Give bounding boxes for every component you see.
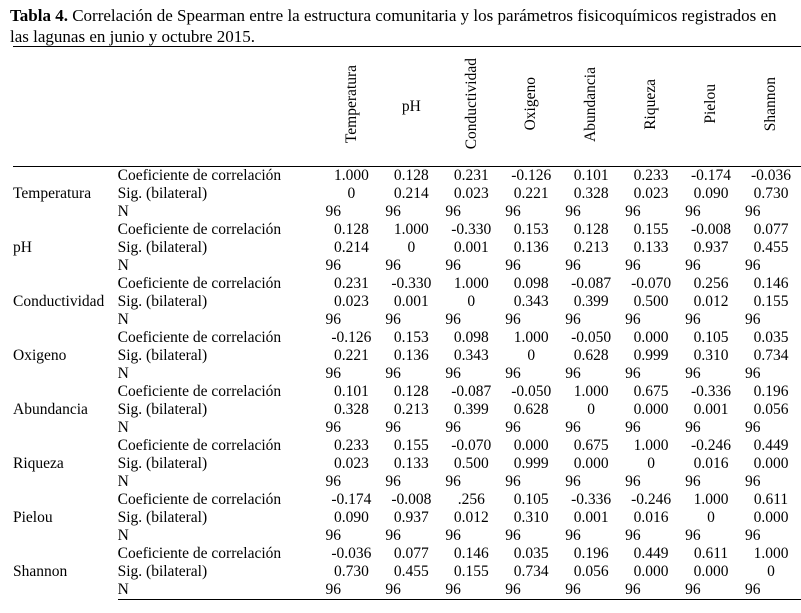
table-cell: 96 [565,365,581,382]
table-cell: 0.730 [333,563,369,580]
table-cell: 96 [621,581,681,600]
table-row [13,419,801,437]
table-cell: 96 [505,311,521,328]
table-cell: 96 [565,203,581,220]
table-cell: 0.001 [693,401,729,418]
table-cell: 96 [325,365,341,382]
table-cell: 0.310 [693,347,729,364]
table-row [13,491,801,509]
table-cell: -0.126 [511,167,552,184]
table-cell: -0.174 [691,167,732,184]
column-header: Oxigeno [501,47,561,167]
table-cell: 0 [527,347,536,364]
table-cell: 0.146 [453,545,489,562]
table-cell: -0.036 [750,167,792,184]
table-cell: 0.090 [333,509,369,526]
table-cell: 0.231 [333,275,369,292]
table-cell: 0.611 [693,545,729,562]
table-cell: 0.231 [453,167,489,184]
table-cell: 96 [505,257,521,274]
table-cell: 96 [561,581,621,600]
table-cell: 96 [745,311,761,328]
column-header: pH [381,47,441,167]
table-row [13,275,801,293]
table-cell: 0.196 [573,545,609,562]
table-cell: 96 [685,203,701,220]
table-cell: 0.023 [453,185,489,202]
table-cell: 0.077 [753,221,789,238]
table-cell: 0.105 [513,491,549,508]
table-cell: 0.399 [573,293,609,310]
table-cell: 0.035 [753,329,789,346]
table-cell: 96 [385,473,401,490]
stat-label: Coeficiente de correlación [117,491,282,508]
table-row [13,473,801,491]
header-row [13,47,801,167]
table-cell: -0.336 [571,491,612,508]
variable-label: Pielou [13,509,53,526]
table-row [13,563,801,581]
table-cell: -0.246 [631,491,672,508]
stat-label: Sig. (bilateral) [117,239,208,256]
table-cell: 96 [505,419,521,436]
stat-label: N [117,419,129,436]
column-header: Riqueza [621,47,681,167]
table-cell: 96 [565,257,581,274]
table-cell: 0.077 [393,545,429,562]
table-cell: 96 [385,311,401,328]
stat-label: Sig. (bilateral) [117,185,208,202]
table-cell: -0.050 [571,329,612,346]
table-cell: -0.336 [691,383,732,400]
table-caption [10,5,795,47]
table-cell: 0 [587,401,596,418]
table-cell: 0.056 [573,563,609,580]
table-cell: 96 [745,203,761,220]
table-cell: 0.016 [693,455,729,472]
table-cell: 0.136 [513,239,549,256]
table-cell: 0.196 [753,383,789,400]
table-cell: 96 [385,203,401,220]
table-cell: 0.012 [453,509,489,526]
variable-label: Shannon [13,563,68,581]
table-cell: 0.233 [633,167,669,184]
table-cell: 0.000 [633,401,669,418]
table-cell: 0.023 [633,185,669,202]
table-row [13,437,801,455]
table-cell: -0.126 [331,329,372,346]
table-cell: 0.155 [453,563,489,580]
stat-label: Coeficiente de correlación [117,545,282,562]
table-row [13,329,801,347]
table-cell: 96 [741,581,801,600]
table-cell: 96 [381,581,441,600]
table-cell: 96 [505,527,521,544]
table-cell: 1.000 [333,167,369,184]
table-cell: 96 [321,581,381,600]
table-cell: 0.500 [453,455,489,472]
stat-label: Sig. (bilateral) [117,293,208,310]
variable-label: pH [13,239,32,256]
table-cell: 96 [685,473,701,490]
table-cell: 0.999 [513,455,549,472]
table-cell: 0.000 [513,437,549,454]
stat-label: N [117,311,129,328]
stat-label: Sig. (bilateral) [117,347,208,364]
table-cell: 0.500 [633,293,669,310]
table-cell: 96 [625,365,641,382]
variable-label: Abundancia [13,401,88,418]
table-cell: 1.000 [453,275,489,292]
table-cell: 0.611 [753,491,789,508]
table-cell: 96 [445,257,461,274]
table-cell: 0.000 [573,455,609,472]
stat-label: Coeficiente de correlación [117,167,282,184]
table-cell: -0.246 [691,437,732,454]
table-cell: 96 [745,473,761,490]
header-blank [13,47,118,167]
table-cell: -0.174 [331,491,372,508]
table-cell: 0.000 [693,563,729,580]
table-cell: 1.000 [513,329,549,346]
stat-label: Coeficiente de correlación [117,437,282,454]
table-cell: 0.937 [393,509,429,526]
table-cell: 96 [385,257,401,274]
stat-label: Sig. (bilateral) [117,401,208,418]
table-row [13,185,801,203]
table-cell: 0.000 [753,509,789,526]
table-cell: 0.023 [333,293,369,310]
stat-label: N [117,473,129,490]
table-cell: -0.008 [391,491,432,508]
table-cell: 0.628 [573,347,609,364]
table-row [13,221,801,239]
table-row [13,365,801,383]
variable-label: Oxigeno [13,347,67,364]
table-cell: 96 [565,419,581,436]
table-cell: 0.328 [573,185,609,202]
table-cell: 0.213 [573,239,609,256]
table-cell: 96 [445,311,461,328]
table-cell: 0.128 [573,221,609,238]
table-row [13,455,801,473]
table-cell: 0.101 [573,167,609,184]
table-cell: 96 [565,473,581,490]
table-cell: 96 [685,419,701,436]
table-cell: -0.070 [631,275,672,292]
table-row [13,167,801,186]
variable-label: Temperatura [13,185,92,202]
table-cell: 0.000 [633,329,669,346]
table-cell: 96 [681,581,741,600]
table-cell: 0.016 [633,509,669,526]
stat-label: Sig. (bilateral) [117,563,208,580]
column-header: Shannon [741,47,801,167]
table-cell: -0.087 [451,383,492,400]
table-cell: -0.008 [691,221,732,238]
table-cell: 0.734 [513,563,549,580]
column-header: Conductividad [441,47,501,167]
stat-label: Coeficiente de correlación [117,221,282,238]
table-cell: 0.133 [633,239,669,256]
table-cell: 0.256 [693,275,729,292]
table-cell: 96 [325,473,341,490]
table-cell: 0.343 [453,347,489,364]
table-cell: 0.105 [693,329,729,346]
table-cell: -0.330 [391,275,432,292]
table-cell: 0.153 [393,329,429,346]
table-cell: 0.000 [753,455,789,472]
variable-label: Conductividad [13,293,105,310]
table-cell: 0.133 [393,455,429,472]
table-cell: 96 [325,257,341,274]
table-cell: 96 [565,527,581,544]
table-cell: 1.000 [693,491,729,508]
table-cell: 0.090 [693,185,729,202]
table-cell: 96 [441,581,501,600]
table-cell: 96 [325,527,341,544]
table-cell: 0 [767,563,775,580]
table-cell: 0.056 [753,401,789,418]
table-cell: 0.035 [513,545,549,562]
table-cell: 0.399 [453,401,489,418]
table-row [13,401,801,419]
table-cell: 96 [625,311,641,328]
table-cell: 0.000 [633,563,669,580]
table-cell: -0.036 [331,545,372,562]
stat-label: N [117,527,129,544]
table-cell: 0.001 [453,239,489,256]
table-cell: 96 [445,419,461,436]
table-row [13,509,801,527]
table-cell: 0.098 [453,329,489,346]
table-cell: 0.221 [333,347,369,364]
table-cell: 0.136 [393,347,429,364]
table-cell: 0.233 [333,437,369,454]
stat-label: Sig. (bilateral) [117,509,208,526]
table-row [13,203,801,221]
table-cell: 0.675 [633,383,669,400]
table-row [13,311,801,329]
table-cell: 0.153 [513,221,549,238]
table-cell: 0.310 [513,509,549,526]
table-cell: 96 [325,419,341,436]
table-cell: 0 [407,239,416,256]
stat-label: N [117,203,129,220]
table-cell: 0.214 [333,239,369,256]
table-cell: 96 [625,419,641,436]
table-cell: 1.000 [573,383,609,400]
table-cell: 0.128 [393,167,429,184]
table-cell: 0.937 [693,239,729,256]
column-header: Temperatura [321,47,381,167]
table-cell: -0.087 [571,275,612,292]
table-cell: -0.070 [451,437,492,454]
table-row [13,293,801,311]
table-cell: 96 [685,311,701,328]
table-row [13,383,801,401]
table-cell: 96 [625,203,641,220]
table-cell: 0.146 [753,275,789,292]
table-cell: 96 [565,311,581,328]
table-cell: 0.455 [753,239,789,256]
table-cell: 0.449 [633,545,669,562]
table-cell: .256 [457,491,485,508]
stat-label: Coeficiente de correlación [117,275,282,292]
table-cell: 96 [625,527,641,544]
table-cell: 96 [685,365,701,382]
table-cell: 96 [385,365,401,382]
table-row [13,581,801,600]
table-cell: 96 [745,365,761,382]
table-cell: 1.000 [633,437,669,454]
column-header: Abundancia [561,47,621,167]
stat-label: N [118,581,322,600]
stat-label: Coeficiente de correlación [117,383,282,400]
table-cell: 0.155 [753,293,789,310]
table-cell: 96 [325,203,341,220]
table-cell: 0.730 [753,185,789,202]
stat-label: N [117,257,129,274]
table-cell: 96 [745,419,761,436]
table-cell: 96 [505,203,521,220]
table-cell: 96 [625,257,641,274]
table-cell: 0.449 [753,437,789,454]
table-cell: 0.221 [513,185,549,202]
table-cell: 96 [505,365,521,382]
table-cell: 96 [385,419,401,436]
table-caption-label: Tabla 4. [10,6,68,25]
table-cell: 0.101 [333,383,369,400]
table-cell: 0.213 [393,401,429,418]
table-cell: 0.628 [513,401,549,418]
table-cell: 96 [625,473,641,490]
table-cell: 0 [647,455,655,472]
table-cell: 96 [385,527,401,544]
table-cell: 0.675 [573,437,609,454]
table-cell: 0.012 [693,293,729,310]
correlation-table [13,46,801,600]
table-cell: 96 [745,527,761,544]
column-header: Pielou [681,47,741,167]
table-cell: 0 [467,293,476,310]
stat-label: Coeficiente de correlación [117,329,282,346]
table-row [13,257,801,275]
table-cell: 0.328 [333,401,369,418]
table-cell: 0.128 [393,383,429,400]
table-cell: 96 [685,257,701,274]
table-row [13,527,801,545]
table-caption-text: Correlación de Spearman entre la estructura comunitaria y los parámetros fisicoquímicos registrados en las lagunas en junio y octubre 2015. [10,6,777,46]
table-cell: 0.128 [333,221,369,238]
table-row [13,347,801,365]
table-cell: 0.098 [513,275,549,292]
table-row [13,545,801,563]
table-cell: 0.999 [633,347,669,364]
stat-label: N [117,365,129,382]
table-cell: 96 [445,473,461,490]
table-cell: -0.330 [451,221,492,238]
table-cell: 96 [445,365,461,382]
table-cell: 96 [445,527,461,544]
table-cell: 0.001 [573,509,609,526]
table-cell: 1.000 [393,221,429,238]
table-cell: 96 [445,203,461,220]
table-cell: 0.155 [633,221,669,238]
table-cell: 96 [501,581,561,600]
table-cell: 0.734 [753,347,789,364]
table-cell: 0.214 [393,185,429,202]
variable-label: Riqueza [13,455,64,472]
table-cell: -0.050 [511,383,552,400]
table-cell: 0.155 [393,437,429,454]
stat-label: Sig. (bilateral) [117,455,208,472]
table-cell: 0.001 [393,293,429,310]
table-cell: 96 [325,311,341,328]
table-cell: 0.023 [333,455,369,472]
header-blank [118,47,322,167]
table-cell: 0.343 [513,293,549,310]
table-cell: 1.000 [753,545,789,562]
table-cell: 0 [347,185,356,202]
table-row [13,239,801,257]
table-cell: 96 [745,257,761,274]
table-cell: 0.455 [393,563,429,580]
table-cell: 0 [707,509,715,526]
table-cell: 96 [505,473,521,490]
table-cell: 96 [685,527,701,544]
